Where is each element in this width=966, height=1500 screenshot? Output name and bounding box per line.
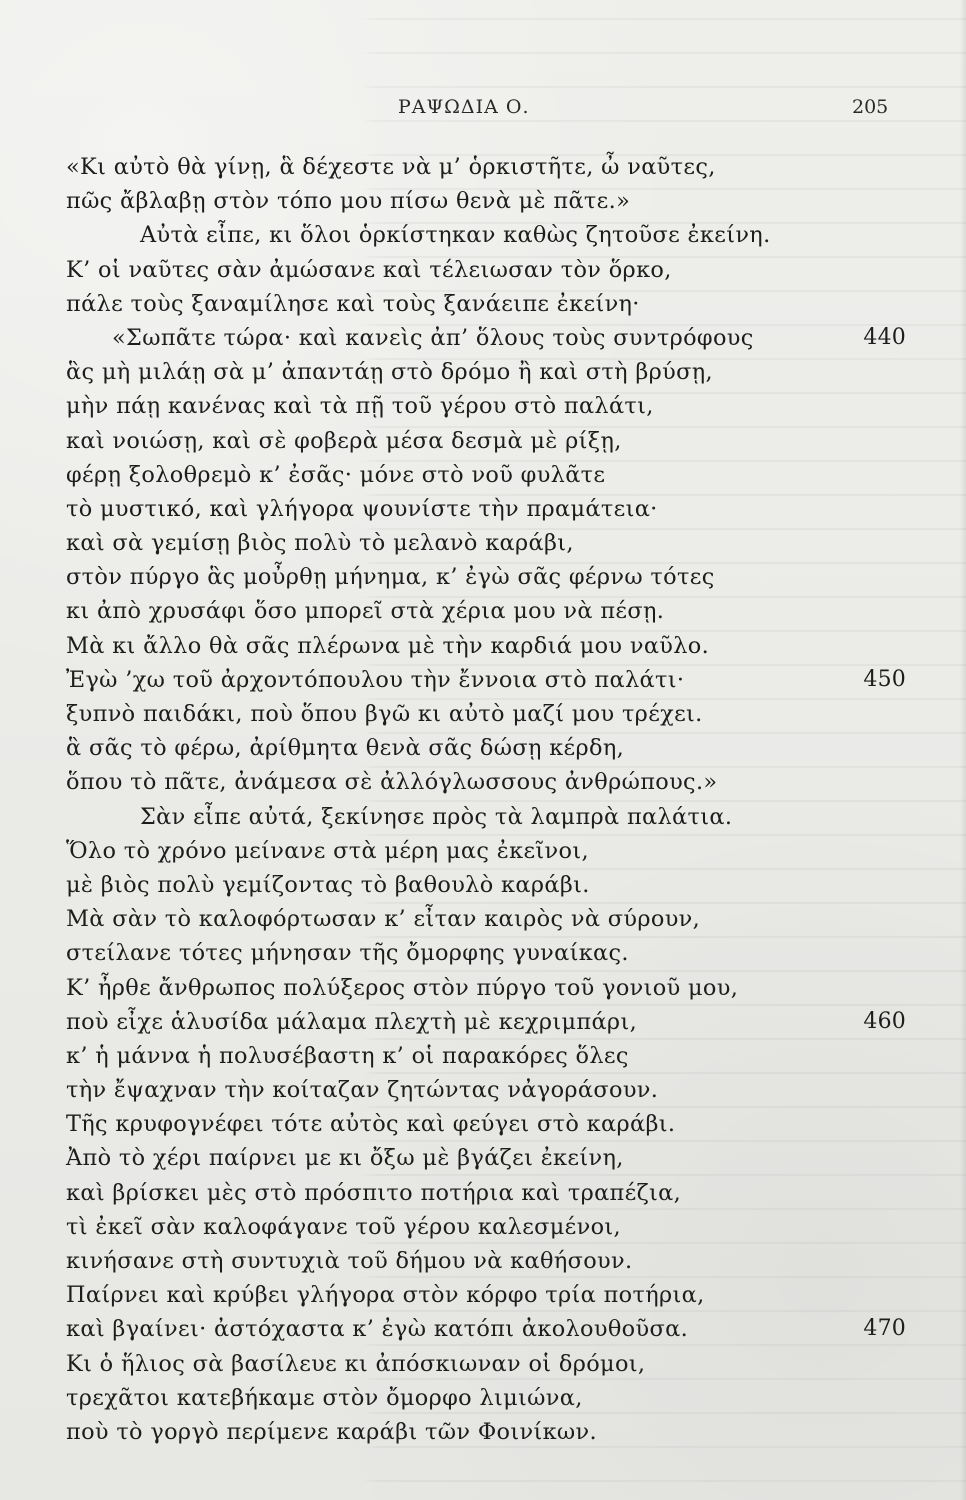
verse-text: καὶ βγαίνει· ἀστόχαστα κ’ ἐγὼ κατόπι ἀκολουθοῦσα. — [66, 1316, 689, 1343]
verse-line — [66, 663, 906, 697]
verse-text: Ὅλο τὸ χρόνο μείνανε στὰ μέρη μας ἐκεῖνοι, — [66, 837, 589, 864]
verse-text: Μὰ σὰν τὸ καλοφόρτωσαν κ’ εἶταν καιρὸς νὰ σύρουν, — [66, 906, 701, 933]
verse-line — [66, 526, 906, 560]
verse-text: ποὺ τὸ γοργὸ περίμενε καράβι τῶν Φοινίκων. — [66, 1418, 597, 1445]
page-edge-shadow — [960, 0, 966, 1500]
verse-line — [66, 355, 906, 389]
verse-line — [66, 253, 906, 287]
verse-text: καὶ σὰ γεμίσῃ βιὸς πολὺ τὸ μελανὸ καράβι, — [66, 530, 574, 557]
verse-text: στὸν πύργο ἃς μοὖρθῃ μήνημα, κ’ ἐγὼ σᾶς φέρνω τότες — [66, 564, 715, 591]
verse-text: στείλανε τότες μήνησαν τῆς ὄμορφης γυναίκας. — [66, 940, 629, 967]
verse-line — [66, 1244, 906, 1278]
verse-line — [66, 1176, 906, 1210]
verse-text: ποὺ εἶχε ἁλυσίδα μάλαμα πλεχτὴ μὲ κεχριμπάρι, — [66, 1008, 638, 1035]
verse-text: ὅπου τὸ πᾶτε, ἀνάμεσα σὲ ἀλλόγλωσσους ἀνθρώπους.» — [66, 769, 718, 796]
verse-text: μὴν πάῃ κανένας καὶ τὰ πῇ τοῦ γέρου στὸ παλάτι, — [66, 393, 654, 420]
verse-text: καὶ βρίσκει μὲς στὸ πρόσπιτο ποτήρια καὶ τραπέζια, — [66, 1179, 682, 1206]
verse-line — [66, 1347, 906, 1381]
page-header — [0, 96, 966, 132]
verse-line — [66, 1210, 906, 1244]
verse-line — [66, 1107, 906, 1141]
verse-text: ἃ σᾶς τὸ φέρω, ἀρίθμητα θενὰ σᾶς δώσῃ κέρδη, — [66, 735, 625, 762]
verse-text: τὸ μυστικό, καὶ γλήγορα ψουνίστε τὴν πραμάτεια· — [66, 495, 658, 522]
verse-text: Κ’ οἱ ναῦτες σὰν ἀμώσανε καὶ τέλειωσαν τὸν ὅρκο, — [66, 256, 672, 283]
verse-text: τὶ ἐκεῖ σὰν καλοφάγανε τοῦ γέρου καλεσμένοι, — [66, 1213, 622, 1240]
page-number: 205 — [852, 96, 889, 118]
line-number: 470 — [863, 1316, 906, 1342]
verse-line — [66, 1073, 906, 1107]
verse-text: τρεχᾶτοι κατεβήκαμε στὸν ὄμορφο λιμιώνα, — [66, 1384, 583, 1411]
verse-line — [66, 1381, 906, 1415]
verse-line — [66, 697, 906, 731]
verse-line — [66, 1141, 906, 1175]
verse-line — [66, 458, 906, 492]
verse-line — [66, 936, 906, 970]
verse-line — [66, 287, 906, 321]
verse-text: «Σωπᾶτε τώρα· καὶ κανεὶς ἀπ’ ὅλους τοὺς συντρόφους — [112, 324, 754, 351]
verse-line — [66, 1278, 906, 1312]
verse-line — [66, 184, 906, 218]
verse-line — [66, 765, 906, 799]
verse-line — [66, 902, 906, 936]
verse-text: κινήσανε στὴ συντυχιὰ τοῦ δήμου νὰ καθήσουν. — [66, 1248, 633, 1274]
verse-line — [66, 594, 906, 628]
verse-line — [66, 629, 906, 663]
verse-line — [66, 800, 906, 834]
verse-text: «Κι αὐτὸ θὰ γίνῃ, ἃ δέχεστε νὰ μ’ ὁρκιστῆτε, ὦ ναῦτες, — [66, 154, 716, 180]
verse-line — [66, 1039, 906, 1073]
verse-text: Αὐτὰ εἶπε, κι ὅλοι ὁρκίστηκαν καθὼς ζητοῦσε ἐκείνη. — [140, 222, 771, 249]
verse-line — [66, 389, 906, 423]
verse-line — [66, 424, 906, 458]
verse-line — [66, 1415, 906, 1449]
verse-line — [66, 218, 906, 252]
line-number: 460 — [863, 1008, 906, 1034]
verse-line — [66, 150, 906, 184]
verse-text: μὲ βιὸς πολὺ γεμίζοντας τὸ βαθουλὸ καράβι. — [66, 871, 590, 898]
verse-text: κ’ ἡ μάννα ἡ πολυσέβαστη κ’ οἱ παρακόρες ὅλες — [66, 1042, 629, 1069]
line-number: 440 — [863, 324, 906, 350]
verse-text: Ἀπὸ τὸ χέρι παίρνει με κι ὄξω μὲ βγάζει ἐκείνη, — [66, 1145, 624, 1172]
verse-text: Ἐγὼ ’χω τοῦ ἀρχοντόπουλου τὴν ἔννοια στὸ παλάτι· — [66, 666, 685, 693]
verse-text: πῶς ἄβλαβῃ στὸν τόπο μου πίσω θενὰ μὲ πᾶτε.» — [66, 188, 631, 215]
verse-text: κι ἀπὸ χρυσάφι ὅσο μπορεῖ στὰ χέρια μου νὰ πέσῃ. — [66, 598, 665, 625]
verse-line — [66, 868, 906, 902]
verse-text: Κι ὁ ἥλιος σὰ βασίλευε κι ἀπόσκιωναν οἱ δρόμοι, — [66, 1350, 646, 1377]
verse-text: φέρῃ ξολοθρεμὸ κ’ ἐσᾶς· μόνε στὸ νοῦ φυλᾶτε — [66, 461, 606, 488]
verse-text: καὶ νοιώσῃ, καὶ σὲ φοβερὰ μέσα δεσμὰ μὲ ρίξῃ, — [66, 427, 622, 454]
verse-line — [66, 492, 906, 526]
verse-line — [66, 321, 906, 355]
verse-text: ἃς μὴ μιλάῃ σὰ μ’ ἀπαντάῃ στὸ δρόμο ἢ καὶ στὴ βρύσῃ, — [66, 359, 713, 386]
line-number: 450 — [863, 666, 906, 692]
verse-text: Κ’ ἦρθε ἄνθρωπος πολύξερος στὸν πύργο τοῦ γονιοῦ μου, — [66, 974, 739, 1001]
verse-text: Σὰν εἶπε αὐτά, ξεκίνησε πρὸς τὰ λαμπρὰ παλάτια. — [140, 803, 733, 830]
verse-block — [66, 150, 906, 1449]
verse-text: Μὰ κι ἄλλο θὰ σᾶς πλέρωνα μὲ τὴν καρδιά μου ναῦλο. — [66, 632, 710, 659]
verse-text: ξυπνὸ παιδάκι, ποὺ ὅπου βγῶ κι αὐτὸ μαζί μου τρέχει. — [66, 701, 703, 727]
verse-line — [66, 731, 906, 765]
verse-line — [66, 1312, 906, 1346]
verse-line — [66, 560, 906, 594]
verse-text: Τῆς κρυφογνέφει τότε αὐτὸς καὶ φεύγει στὸ καράβι. — [66, 1111, 676, 1138]
verse-line — [66, 834, 906, 868]
verse-text: πάλε τοὺς ξαναμίλησε καὶ τοὺς ξανάειπε ἐκείνη· — [66, 290, 640, 317]
running-title: ΡΑΨΩΔΙΑ Ο. — [398, 96, 530, 118]
verse-text: Παίρνει καὶ κρύβει γλήγορα στὸν κόρφο τρία ποτήρια, — [66, 1282, 705, 1309]
verse-line — [66, 971, 906, 1005]
verse-text: τὴν ἔψαχναν τὴν κοίταζαν ζητώντας νἀγοράσουν. — [66, 1077, 659, 1104]
verse-line — [66, 1005, 906, 1039]
